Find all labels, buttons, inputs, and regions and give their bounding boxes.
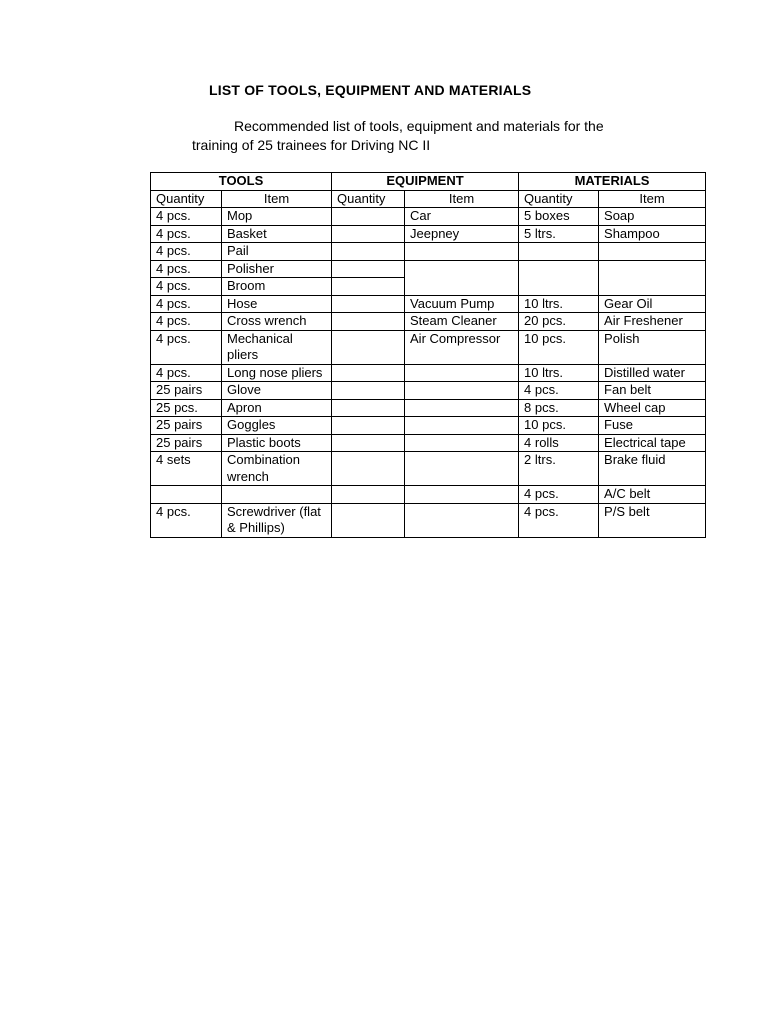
table-row: [151, 364, 706, 382]
tools-quantity-cell: 4 pcs.: [151, 295, 222, 313]
materials-quantity-cell: [519, 260, 599, 295]
materials-group-header: MATERIALS: [519, 173, 706, 191]
equipment-group-header: EQUIPMENT: [332, 173, 519, 191]
tools-item-cell: Hose: [222, 295, 332, 313]
tools-quantity-cell: [151, 486, 222, 504]
materials-quantity-cell: 4 pcs.: [519, 503, 599, 537]
equipment-item-cell: [405, 399, 519, 417]
equipment-quantity-cell: [332, 313, 405, 331]
tools-quantity-cell: 25 pairs: [151, 417, 222, 435]
equipment-item-cell: [405, 260, 519, 295]
tools-quantity-cell: 4 pcs.: [151, 330, 222, 364]
table-row: [151, 382, 706, 400]
materials-item-cell: A/C belt: [599, 486, 706, 504]
tools-item-cell: Glove: [222, 382, 332, 400]
equipment-item-cell: Air Compressor: [405, 330, 519, 364]
tools-item-header: Item: [222, 190, 332, 208]
document-title: LIST OF TOOLS, EQUIPMENT AND MATERIALS: [209, 82, 532, 98]
tools-quantity-cell: 4 pcs.: [151, 313, 222, 331]
table-row: [151, 503, 706, 537]
materials-quantity-cell: 2 ltrs.: [519, 452, 599, 486]
materials-item-cell: Electrical tape: [599, 434, 706, 452]
equipment-quantity-cell: [332, 399, 405, 417]
group-header-row: [151, 173, 706, 191]
tools-item-cell: Mechanical pliers: [222, 330, 332, 364]
equipment-quantity-cell: [332, 364, 405, 382]
equipment-quantity-header: Quantity: [332, 190, 405, 208]
equipment-quantity-cell: [332, 382, 405, 400]
materials-quantity-cell: 4 pcs.: [519, 382, 599, 400]
materials-quantity-cell: 10 ltrs.: [519, 295, 599, 313]
equipment-quantity-cell: [332, 208, 405, 226]
table-row: [151, 313, 706, 331]
tools-quantity-cell: 25 pairs: [151, 434, 222, 452]
equipment-item-cell: [405, 364, 519, 382]
materials-item-header: Item: [599, 190, 706, 208]
materials-item-cell: [599, 243, 706, 261]
tools-quantity-cell: 4 sets: [151, 452, 222, 486]
tools-item-cell: Goggles: [222, 417, 332, 435]
materials-quantity-cell: 10 pcs.: [519, 417, 599, 435]
materials-quantity-cell: 5 boxes: [519, 208, 599, 226]
tools-equipment-materials-table: [150, 172, 706, 538]
table-row: [151, 417, 706, 435]
equipment-item-cell: [405, 503, 519, 537]
tools-item-cell: Basket: [222, 225, 332, 243]
materials-item-cell: Air Freshener: [599, 313, 706, 331]
table-row: [151, 208, 706, 226]
column-header-row: [151, 190, 706, 208]
tools-item-cell: Long nose pliers: [222, 364, 332, 382]
materials-item-cell: Fuse: [599, 417, 706, 435]
equipment-quantity-cell: [332, 486, 405, 504]
equipment-item-cell: Steam Cleaner: [405, 313, 519, 331]
tools-quantity-header: Quantity: [151, 190, 222, 208]
tools-item-cell: [222, 486, 332, 504]
equipment-quantity-cell: [332, 452, 405, 486]
materials-item-cell: Gear Oil: [599, 295, 706, 313]
equipment-quantity-cell: [332, 330, 405, 364]
table-row: [151, 260, 706, 278]
materials-quantity-cell: 4 rolls: [519, 434, 599, 452]
tools-quantity-cell: 4 pcs.: [151, 503, 222, 537]
equipment-item-cell: Jeepney: [405, 225, 519, 243]
tools-item-cell: Cross wrench: [222, 313, 332, 331]
tools-quantity-cell: 4 pcs.: [151, 208, 222, 226]
materials-quantity-cell: 4 pcs.: [519, 486, 599, 504]
tools-quantity-cell: 25 pairs: [151, 382, 222, 400]
intro-line-1: Recommended list of tools, equipment and materials for the: [234, 118, 604, 134]
materials-item-cell: Soap: [599, 208, 706, 226]
intro-line-2: training of 25 trainees for Driving NC II: [192, 137, 431, 153]
materials-item-cell: P/S belt: [599, 503, 706, 537]
materials-quantity-cell: 5 ltrs.: [519, 225, 599, 243]
materials-item-cell: Shampoo: [599, 225, 706, 243]
tools-quantity-cell: 25 pcs.: [151, 399, 222, 417]
materials-quantity-cell: [519, 243, 599, 261]
materials-item-cell: Brake fluid: [599, 452, 706, 486]
tools-quantity-cell: 4 pcs.: [151, 225, 222, 243]
equipment-item-cell: [405, 434, 519, 452]
equipment-item-cell: [405, 452, 519, 486]
tools-item-cell: Combination wrench: [222, 452, 332, 486]
tools-item-cell: Pail: [222, 243, 332, 261]
table-row: [151, 486, 706, 504]
equipment-quantity-cell: [332, 503, 405, 537]
materials-quantity-header: Quantity: [519, 190, 599, 208]
tools-item-cell: Screwdriver (flat & Phillips): [222, 503, 332, 537]
tools-item-cell: Broom: [222, 278, 332, 296]
table-row: [151, 452, 706, 486]
equipment-quantity-cell: [332, 243, 405, 261]
materials-item-cell: Wheel cap: [599, 399, 706, 417]
tools-quantity-cell: 4 pcs.: [151, 243, 222, 261]
materials-item-cell: [599, 260, 706, 295]
materials-quantity-cell: 20 pcs.: [519, 313, 599, 331]
equipment-item-cell: [405, 382, 519, 400]
tools-group-header: TOOLS: [151, 173, 332, 191]
tools-quantity-cell: 4 pcs.: [151, 260, 222, 278]
materials-quantity-cell: 8 pcs.: [519, 399, 599, 417]
table-row: [151, 225, 706, 243]
tools-quantity-cell: 4 pcs.: [151, 364, 222, 382]
equipment-quantity-cell: [332, 278, 405, 296]
equipment-quantity-cell: [332, 295, 405, 313]
equipment-item-header: Item: [405, 190, 519, 208]
materials-quantity-cell: 10 pcs.: [519, 330, 599, 364]
intro-paragraph: [192, 117, 662, 155]
materials-item-cell: Fan belt: [599, 382, 706, 400]
table-row: [151, 295, 706, 313]
table-row: [151, 330, 706, 364]
table-row: [151, 243, 706, 261]
equipment-quantity-cell: [332, 260, 405, 278]
equipment-quantity-cell: [332, 225, 405, 243]
tools-item-cell: Plastic boots: [222, 434, 332, 452]
equipment-quantity-cell: [332, 417, 405, 435]
tools-item-cell: Polisher: [222, 260, 332, 278]
equipment-item-cell: [405, 243, 519, 261]
equipment-quantity-cell: [332, 434, 405, 452]
equipment-item-cell: [405, 486, 519, 504]
table-row: [151, 434, 706, 452]
equipment-item-cell: Car: [405, 208, 519, 226]
materials-item-cell: Distilled water: [599, 364, 706, 382]
materials-quantity-cell: 10 ltrs.: [519, 364, 599, 382]
materials-item-cell: Polish: [599, 330, 706, 364]
equipment-item-cell: [405, 417, 519, 435]
tools-item-cell: Mop: [222, 208, 332, 226]
tools-quantity-cell: 4 pcs.: [151, 278, 222, 296]
tools-item-cell: Apron: [222, 399, 332, 417]
equipment-item-cell: Vacuum Pump: [405, 295, 519, 313]
table-row: [151, 399, 706, 417]
